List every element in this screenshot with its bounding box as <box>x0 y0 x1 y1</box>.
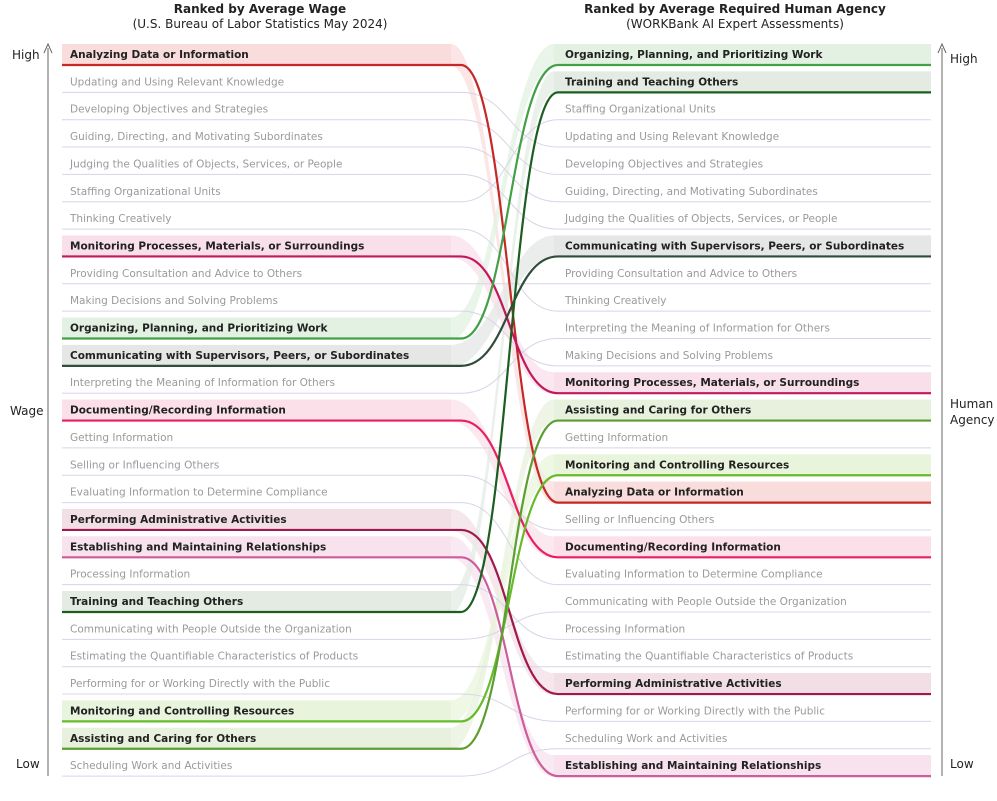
left-label-establishing-and-maintaining-relationships: Establishing and Maintaining Relationships <box>70 541 327 554</box>
right-label-performing-administrative-activities: Performing Administrative Activities <box>565 678 782 691</box>
left-label-monitoring-and-controlling-resources: Monitoring and Controlling Resources <box>70 705 295 718</box>
right-header-subtitle: (WORKBank AI Expert Assessments) <box>626 17 844 31</box>
left-label-communicating-with-supervisors-peers-or-subordinates: Communicating with Supervisors, Peers, or Subordinates <box>70 349 410 362</box>
right-label-getting-information: Getting Information <box>565 431 669 444</box>
right-label-communicating-with-supervisors-peers-or-subordinates: Communicating with Supervisors, Peers, or Subordinates <box>565 240 905 253</box>
left-axis-low-label: Low <box>16 757 40 771</box>
left-label-performing-administrative-activities: Performing Administrative Activities <box>70 513 287 526</box>
right-label-processing-information: Processing Information <box>565 623 686 636</box>
right-label-establishing-and-maintaining-relationships: Establishing and Maintaining Relationships <box>565 760 822 773</box>
right-label-scheduling-work-and-activities: Scheduling Work and Activities <box>565 732 728 745</box>
right-label-providing-consultation-and-advice-to-others: Providing Consultation and Advice to Others <box>565 267 798 280</box>
right-label-judging-the-qualities-of-objects-services-or-people: Judging the Qualities of Objects, Services, or People <box>565 213 838 226</box>
right-axis-arrow <box>938 44 946 776</box>
right-label-documenting-recording-information: Documenting/Recording Information <box>565 541 781 554</box>
left-label-staffing-organizational-units: Staffing Organizational Units <box>70 185 221 198</box>
left-axis-high-label: High <box>12 48 40 62</box>
right-axis-high-label: High <box>950 52 978 66</box>
right-label-organizing-planning-and-prioritizing-work: Organizing, Planning, and Prioritizing Work <box>565 49 823 61</box>
left-label-training-and-teaching-others: Training and Teaching Others <box>70 596 244 608</box>
right-axis-title-line1: Human <box>950 397 994 411</box>
left-label-scheduling-work-and-activities: Scheduling Work and Activities <box>70 760 233 773</box>
right-header-title: Ranked by Average Required Human Agency <box>584 2 886 16</box>
right-label-making-decisions-and-solving-problems: Making Decisions and Solving Problems <box>565 349 773 362</box>
left-label-updating-and-using-relevant-knowledge: Updating and Using Relevant Knowledge <box>70 76 285 89</box>
left-label-assisting-and-caring-for-others: Assisting and Caring for Others <box>70 732 257 745</box>
right-label-interpreting-the-meaning-of-information-for-others: Interpreting the Meaning of Information for Others <box>565 322 830 335</box>
left-label-guiding-directing-and-motivating-subordinates: Guiding, Directing, and Motivating Subordinates <box>70 131 323 144</box>
right-label-analyzing-data-or-information: Analyzing Data or Information <box>565 486 744 499</box>
right-label-developing-objectives-and-strategies: Developing Objectives and Strategies <box>565 158 764 171</box>
left-label-thinking-creatively: Thinking Creatively <box>70 213 172 226</box>
right-label-guiding-directing-and-motivating-subordinates: Guiding, Directing, and Motivating Subordinates <box>565 185 818 198</box>
left-header-subtitle: (U.S. Bureau of Labor Statistics May 2024) <box>132 17 388 31</box>
right-axis-title-line2: Agency <box>950 413 995 427</box>
left-label-estimating-the-quantifiable-characteristics-of-products: Estimating the Quantifiable Characteristics of Products <box>70 650 359 663</box>
left-label-analyzing-data-or-information: Analyzing Data or Information <box>70 49 249 61</box>
left-label-organizing-planning-and-prioritizing-work: Organizing, Planning, and Prioritizing Work <box>70 322 328 335</box>
right-label-thinking-creatively: Thinking Creatively <box>565 295 667 308</box>
right-label-assisting-and-caring-for-others: Assisting and Caring for Others <box>565 404 752 417</box>
right-label-selling-or-influencing-others: Selling or Influencing Others <box>565 513 715 526</box>
right-label-updating-and-using-relevant-knowledge: Updating and Using Relevant Knowledge <box>565 131 780 144</box>
left-label-developing-objectives-and-strategies: Developing Objectives and Strategies <box>70 103 269 116</box>
left-label-documenting-recording-information: Documenting/Recording Information <box>70 404 286 417</box>
left-label-selling-or-influencing-others: Selling or Influencing Others <box>70 459 220 472</box>
right-label-training-and-teaching-others: Training and Teaching Others <box>565 76 739 89</box>
right-label-estimating-the-quantifiable-characteristics-of-products: Estimating the Quantifiable Characteristics of Products <box>565 650 854 663</box>
left-label-monitoring-processes-materials-or-surroundings: Monitoring Processes, Materials, or Surroundings <box>70 240 365 253</box>
left-label-making-decisions-and-solving-problems: Making Decisions and Solving Problems <box>70 295 278 308</box>
right-label-evaluating-information-to-determine-compliance: Evaluating Information to Determine Compliance <box>565 568 823 581</box>
right-label-communicating-with-people-outside-the-organization: Communicating with People Outside the Organization <box>565 596 847 608</box>
right-label-monitoring-and-controlling-resources: Monitoring and Controlling Resources <box>565 459 790 472</box>
left-label-evaluating-information-to-determine-compliance: Evaluating Information to Determine Compliance <box>70 486 328 499</box>
left-axis-arrow <box>44 44 52 776</box>
right-label-monitoring-processes-materials-or-surroundings: Monitoring Processes, Materials, or Surroundings <box>565 377 860 390</box>
left-label-interpreting-the-meaning-of-information-for-others: Interpreting the Meaning of Information for Others <box>70 377 335 390</box>
left-label-getting-information: Getting Information <box>70 431 174 444</box>
right-axis-low-label: Low <box>950 757 974 771</box>
right-label-performing-for-or-working-directly-with-the-public: Performing for or Working Directly with the Public <box>565 705 825 718</box>
left-label-performing-for-or-working-directly-with-the-public: Performing for or Working Directly with the Public <box>70 678 330 691</box>
right-label-staffing-organizational-units: Staffing Organizational Units <box>565 103 716 116</box>
left-label-providing-consultation-and-advice-to-others: Providing Consultation and Advice to Others <box>70 267 303 280</box>
left-label-communicating-with-people-outside-the-organization: Communicating with People Outside the Organization <box>70 623 352 636</box>
left-label-judging-the-qualities-of-objects-services-or-people: Judging the Qualities of Objects, Services, or People <box>70 158 343 171</box>
left-header-title: Ranked by Average Wage <box>173 2 347 16</box>
left-label-processing-information: Processing Information <box>70 568 191 581</box>
left-axis-title: Wage <box>10 404 44 418</box>
